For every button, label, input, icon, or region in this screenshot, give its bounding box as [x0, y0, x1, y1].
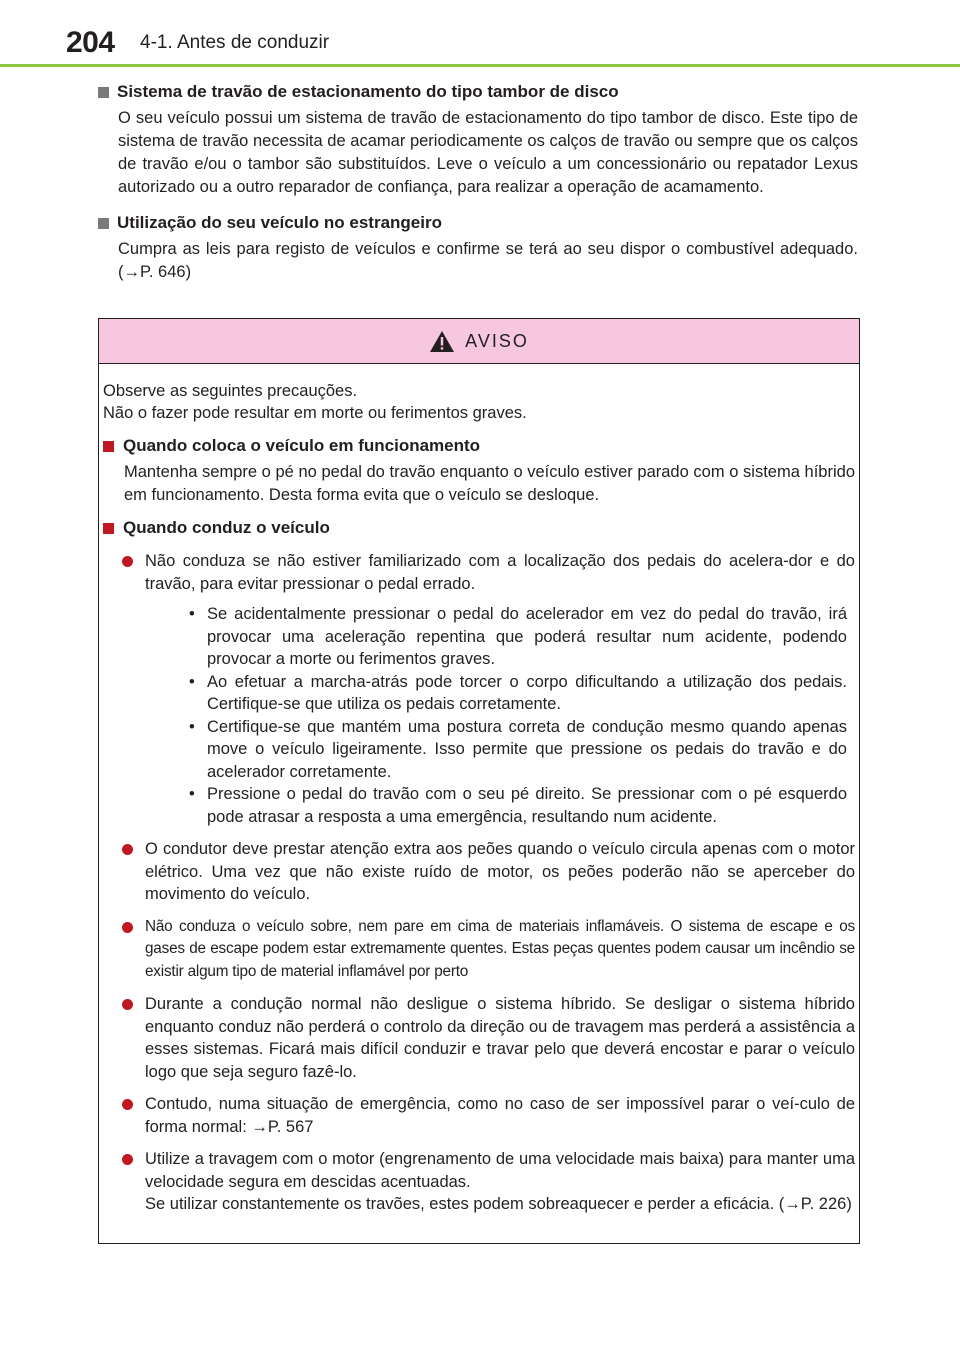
- list-item: [103, 1148, 855, 1216]
- warning-intro-line: Não o fazer pode resultar em morte ou ferimentos graves.: [103, 404, 527, 422]
- warning-body: [99, 364, 859, 1216]
- list-item-text: Se utilizar constantemente os travões, estes podem sobreaquecer e perder a eficácia. (→P. 226): [145, 1195, 852, 1213]
- list-item: [103, 838, 855, 906]
- warning-paragraph: Mantenha sempre o pé no pedal do travão enquanto o veículo estiver parado com o sistema híbrido em funcionamento. Desta forma evita que o veículo se desloque.: [124, 463, 855, 504]
- main-content: [98, 80, 858, 284]
- red-dot-icon: [122, 999, 133, 1010]
- section-paragraph: Cumpra as leis para registo de veículos e confirme se terá ao seu dispor o combustível adequado. (→P. 646): [118, 240, 858, 281]
- sub-list-item-text: Se acidentalmente pressionar o pedal do acelerador em vez do pedal do travão, irá provocar uma aceleração repentina que poderá resultar num acidente, podendo provocar a morte ou ferimentos graves.: [207, 605, 847, 668]
- sub-list-item-text: Pressione o pedal do travão com o seu pé direito. Se pressionar com o pé esquerdo pode atrasar a resposta a uma emergência, resultando num acidente.: [207, 785, 847, 826]
- red-dot-icon: [122, 1154, 133, 1165]
- list-item: [103, 550, 855, 828]
- warning-header: [99, 319, 859, 364]
- list-item: [103, 1093, 855, 1138]
- warning-subheading-text: Quando coloca o veículo em funcionamento: [123, 436, 481, 455]
- section-title: Utilização do seu veículo no estrangeiro: [117, 213, 442, 232]
- chapter-title: 4-1. Antes de conduzir: [140, 32, 330, 53]
- square-bullet-icon: [103, 523, 114, 534]
- sub-list-item-text: Ao efetuar a marcha-atrás pode torcer o corpo dificultando a utilização dos pedais. Certifique-se que utiliza os pedais corretamente.: [207, 672, 847, 713]
- page-header: [0, 0, 960, 68]
- sub-list: [145, 603, 855, 828]
- section-paragraph: O seu veículo possui um sistema de travão de estacionamento do tipo tambor de disco. Este tipo de sistema de travão necessita de acamar periodicamente os calços de travão ou sempre que os calços de travão e/ou o tambor são substituídos. Leve o veículo a um concessionário ou repatador Lexus autorizado ou a outro reparador de confiança, para realizar a operação de acamamento.: [118, 109, 858, 196]
- sub-list-item: • Pressione o pedal do travão com o seu pé direito. Se pressionar com o pé esquerdo pode atrasar a resposta a uma emergência, resultando num acidente.: [189, 785, 847, 826]
- list-item-text: Não conduza se não estiver familiarizado com a localização dos pedais do acelera-dor e do travão, para evitar pressionar o pedal errado.: [145, 552, 855, 593]
- warning-intro-line: Observe as seguintes precauções.: [103, 382, 358, 400]
- header-divider: [0, 64, 960, 67]
- page-number: 204: [66, 26, 115, 59]
- sub-list-item: • Certifique-se que mantém uma postura correta de condução mesmo quando apenas move o veículo ligeiramente. Isso permite que pressione os pedais do travão e do acelerador corretamente.: [189, 717, 847, 781]
- sub-list-item-text: Certifique-se que mantém uma postura correta de condução mesmo quando apenas move o veículo ligeiramente. Isso permite que pressione os pedais do travão e do acelerador corretamente.: [207, 717, 847, 781]
- red-dot-icon: [122, 1099, 133, 1110]
- square-bullet-icon: [98, 87, 109, 98]
- sub-list-item: • Se acidentalmente pressionar o pedal do acelerador em vez do pedal do travão, irá provocar uma aceleração repentina que poderá resultar num acidente, podendo provocar a morte ou ferimentos graves.: [189, 605, 847, 668]
- list-item-text: Não conduza o veículo sobre, nem pare em cima de materiais inflamáveis. O sistema de escape e os gases de escape podem estar extremamente quentes. Estas peças quentes podem causar um incêndio se existir algum tipo de material inflamável por perto: [145, 917, 855, 980]
- warning-subheading-text: Quando conduz o veículo: [123, 518, 330, 537]
- list-item: [103, 916, 855, 984]
- square-bullet-icon: [103, 441, 114, 452]
- list-item-text: Contudo, numa situação de emergência, como no caso de ser impossível parar o veí-culo de forma normal: →P. 567: [145, 1095, 855, 1136]
- section-heading: [98, 80, 858, 104]
- warning-subheading: [103, 516, 855, 540]
- sub-list-item: • Ao efetuar a marcha-atrás pode torcer o corpo dificultando a utilização dos pedais. Certifique-se que utiliza os pedais corretamente.: [189, 672, 847, 713]
- list-item-text: Durante a condução normal não desligue o sistema híbrido. Se desligar o sistema híbrido enquanto conduz não perderá o controlo da direção ou de travagem mas perderá a assistência a esses sistemas. Ficará mais difícil conduzir e travar pelo que deverá encostar e parar o veículo logo que seja seguro fazê-lo.: [145, 995, 855, 1081]
- warning-triangle-icon: [429, 330, 455, 353]
- red-dot-icon: [122, 844, 133, 855]
- list-item: [103, 993, 855, 1083]
- warning-subheading: [103, 434, 855, 458]
- section-title: Sistema de travão de estacionamento do tipo tambor de disco: [117, 82, 619, 101]
- warning-box: [98, 318, 860, 1244]
- list-item-text: O condutor deve prestar atenção extra aos peões quando o veículo circula apenas com o motor elétrico. Uma vez que não existe ruído de motor, os peões poderão não se aperceber do movimento do veículo.: [145, 840, 855, 903]
- list-item-text: Utilize a travagem com o motor (engrenamento de uma velocidade mais baixa) para manter uma velocidade segura em descidas acentuadas.: [145, 1150, 855, 1191]
- section-heading: [98, 211, 858, 235]
- red-dot-icon: [122, 922, 133, 933]
- red-dot-icon: [122, 556, 133, 567]
- square-bullet-icon: [98, 218, 109, 229]
- warning-label: AVISO: [465, 330, 529, 351]
